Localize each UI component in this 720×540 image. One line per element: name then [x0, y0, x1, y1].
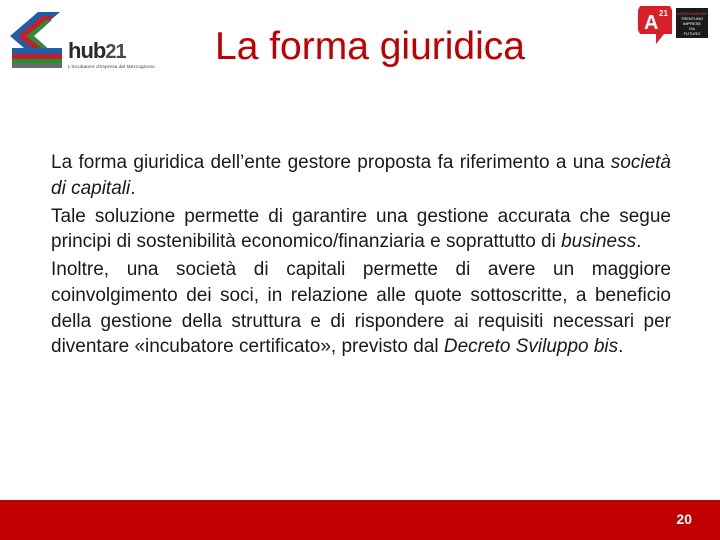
paragraph-2 [51, 204, 671, 255]
page-title: La forma giuridica [215, 25, 525, 68]
paragraph-3-emphasis: Decreto Sviluppo bis [443, 336, 619, 358]
paragraph-1-emphasis: società di capitali [51, 152, 671, 199]
a21-line-5: FUTURO [683, 31, 701, 36]
a21-logo [636, 2, 712, 50]
a21-caption-box [676, 8, 708, 38]
a21-line-3: IMPRESE [682, 21, 701, 26]
paragraph-2-end: . [636, 231, 642, 253]
a21-letter: A [644, 12, 659, 34]
hub21-name: hub [68, 38, 106, 63]
footer-bar [0, 500, 720, 540]
paragraph-1-end: . [130, 177, 136, 199]
page-number: 20 [676, 511, 692, 527]
paragraph-3-end: . [618, 336, 624, 358]
a21-line-4: DA [689, 26, 695, 31]
a21-badge-icon [636, 4, 674, 46]
a21-superscript: 21 [659, 9, 668, 18]
hub21-tagline: L'incubatore d'impresa del Mezzogiorno [68, 64, 155, 69]
paragraph-2-text: Tale soluzione permette di garantire una gestione accurata che segue principi di sostenibilità economico/finanziaria e soprattutto di [51, 205, 671, 253]
paragraph-1-text: La forma giuridica dell’ente gestore proposta fa riferimento a una [51, 152, 611, 173]
a21-line-2: TRENTUNO [680, 16, 704, 21]
paragraph-2-emphasis: business [561, 231, 637, 253]
hub21-number: 21 [105, 41, 126, 63]
paragraph-1 [51, 150, 671, 201]
paragraph-3 [51, 257, 671, 359]
slide-body [51, 150, 671, 362]
a21-line-1: ASSOCIAZIONE [676, 11, 707, 16]
paragraph-3-text: Inoltre, una società di capitali permette di avere un maggiore coinvolgimento dei soci, in relazione alle quote sottoscritte, a beneficio della gestione della struttura e di rispondere ai requisiti necessari per diventare «incubatore certificato», previsto dal [51, 259, 671, 358]
